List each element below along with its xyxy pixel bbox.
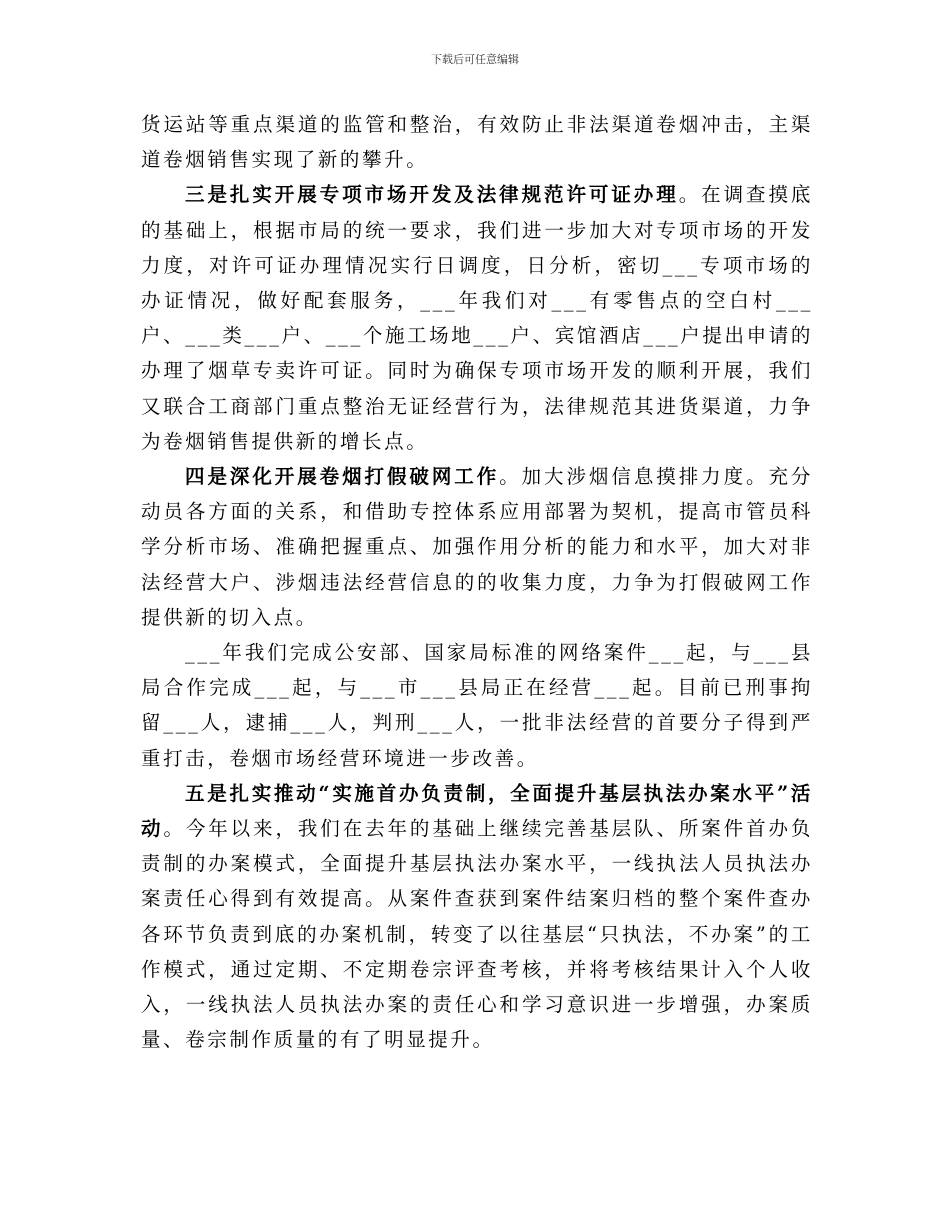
document-body — [141, 107, 813, 1057]
paragraph-1-text: 货运站等重点渠道的监管和整治，有效防止非法渠道卷烟冲击，主渠道卷烟销售实现了新的攀升。 — [141, 113, 813, 172]
paragraph-2 — [141, 177, 813, 459]
paragraph-3-text: 。加大涉烟信息摸排力度。充分动员各方面的关系，和借助专控体系应用部署为契机，提高市管员科学分析市场、准确把握重点、加强作用分析的能力和水平，加大对非法经营大户、涉烟违法经营信息的的收集力度，力争为打假破网工作提供新的切入点。 — [141, 465, 813, 629]
paragraph-1 — [141, 107, 813, 177]
paragraph-4-text: ___年我们完成公安部、国家局标准的网络案件___起，与___县局合作完成___起，与___市___县局正在经营___起。目前已刑事拘留___人，逮捕___人，判刑___人，一批非法经营的首要分子得到严重打击，卷烟市场经营环境进一步改善。 — [141, 641, 813, 770]
paragraph-4 — [141, 635, 813, 776]
paragraph-3 — [141, 459, 813, 635]
paragraph-5 — [141, 776, 813, 1058]
paragraph-5-heading: 五是扎实推动“实施首办负责制，全面提升基层执法办案水平”活动 — [141, 781, 813, 841]
paragraph-5-text: 。今年以来，我们在去年的基础上继续完善基层队、所案件首办负责制的办案模式，全面提升基层执法办案水平，一线执法人员执法办案责任心得到有效提高。从案件查获到案件结案归档的整个案件查办各环节负责到底的办案机制，转变了以往基层“只执法，不办案”的工作模式，通过定期、不定期卷宗评查考核，并将考核结果计入个人收入，一线执法人员执法办案的责任心和学习意识进一步增强，办案质量、卷宗制作质量的有了明显提升。 — [141, 817, 813, 1052]
paragraph-3-heading: 四是深化开展卷烟打假破网工作 — [185, 465, 500, 489]
paragraph-2-text: 。在调查摸底的基础上，根据市局的统一要求，我们进一步加大对专项市场的开发力度，对许可证办理情况实行日调度，日分析，密切___专项市场的办证情况，做好配套服务，___年我们对___有零售点的空白村___户、___类___户、___个施工场地___户、宾馆酒店___户提出申请的办理了烟草专卖许可证。同时为确保专项市场开发的顺利开展，我们又联合工商部门重点整治无证经营行为，法律规范其进货渠道，力争为卷烟销售提供新的增长点。 — [141, 183, 813, 453]
paragraph-2-heading: 三是扎实开展专项市场开发及法律规范许可证办理 — [185, 183, 679, 207]
page-header: 下载后可任意编辑 — [431, 53, 519, 66]
